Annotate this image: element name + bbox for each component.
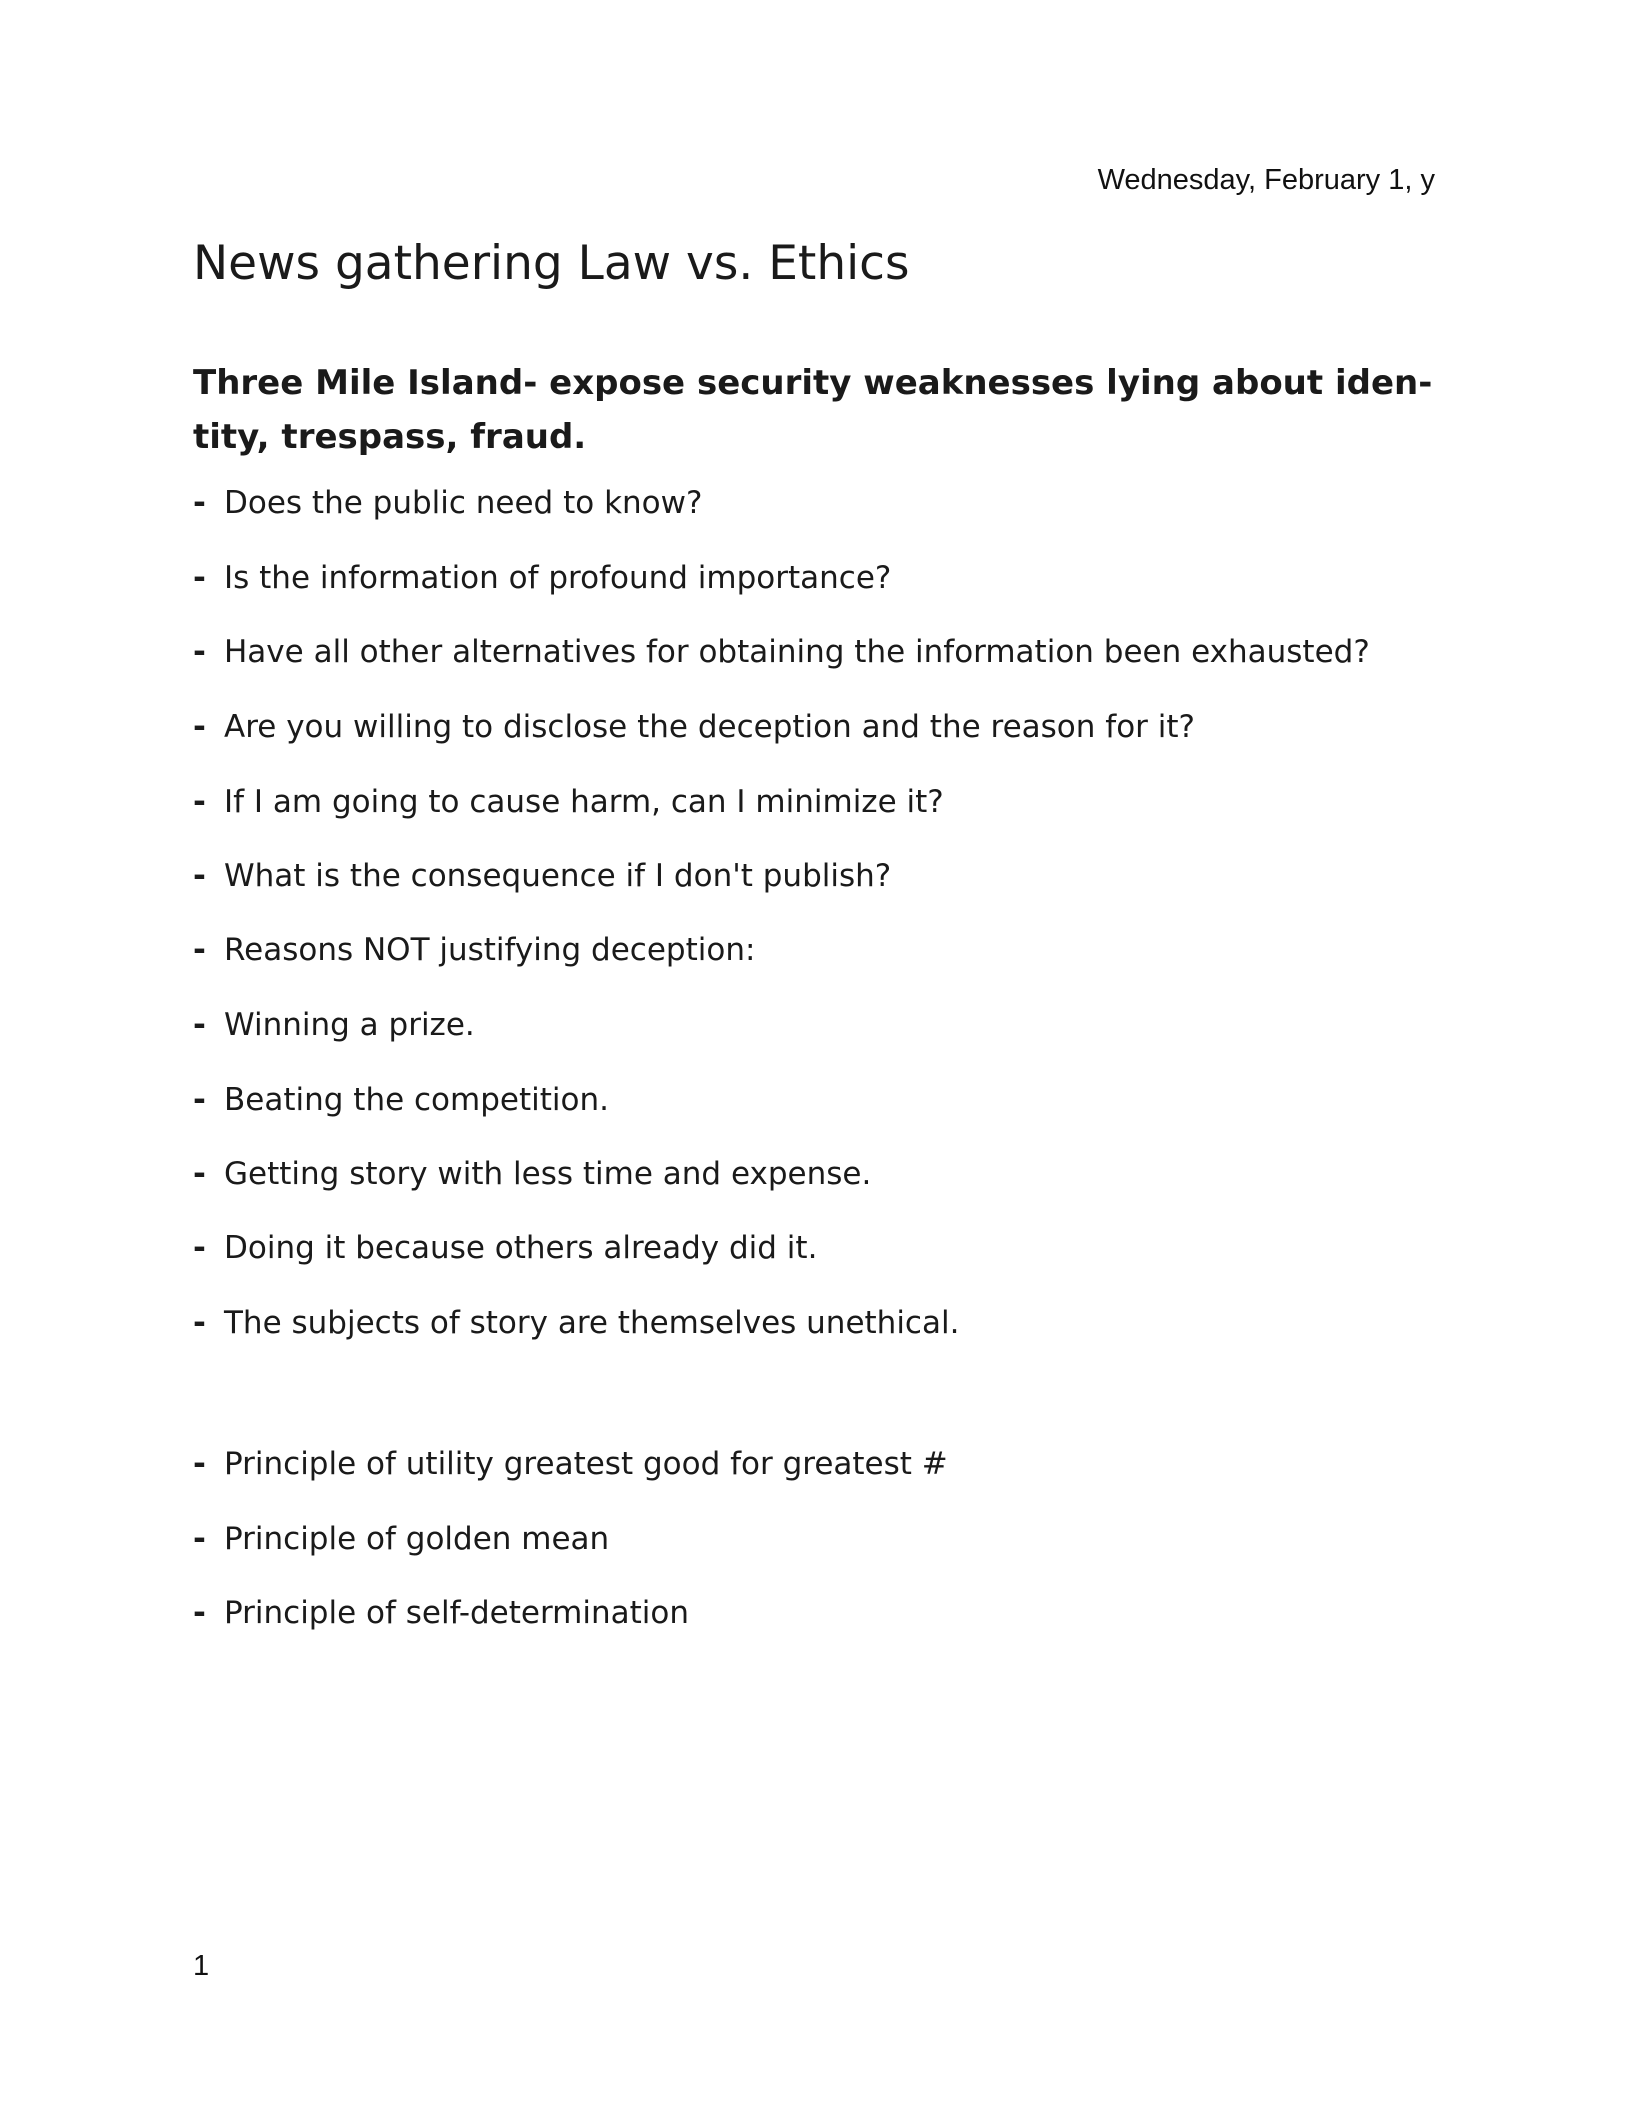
bullet-dash: - [193, 1521, 206, 1557]
section-heading: Three Mile Island- expose security weaknesses lying about iden- tity, trespass, fraud. [193, 363, 1433, 457]
list-item [193, 1154, 871, 1194]
list-item [193, 1228, 817, 1268]
list-item-text: Have all other alternatives for obtaining the information been exhausted? [224, 634, 1370, 670]
list-item [193, 1519, 609, 1559]
list-item-text: Getting story with less time and expense. [224, 1156, 872, 1192]
list-item [193, 632, 1370, 672]
page-number: 1 [193, 1950, 210, 1982]
bullet-dash: - [193, 1305, 206, 1341]
list-item-text: Are you willing to disclose the deception and the reason for it? [224, 709, 1195, 745]
header-date: Wednesday, February 1, y [1097, 164, 1435, 196]
list-item-text: The subjects of story are themselves unethical. [224, 1305, 960, 1341]
list-item [193, 558, 891, 598]
list-item [193, 707, 1195, 747]
bullet-dash: - [193, 485, 206, 521]
list-item [193, 1303, 959, 1343]
bullet-dash: - [193, 1595, 206, 1631]
list-item [193, 1080, 609, 1120]
list-item-text: Winning a prize. [224, 1007, 475, 1043]
bullet-dash: - [193, 784, 206, 820]
list-item [193, 1005, 475, 1045]
list-item-text: Principle of golden mean [224, 1521, 610, 1557]
bullet-dash: - [193, 1082, 206, 1118]
list-item [193, 1444, 948, 1484]
bullet-dash: - [193, 709, 206, 745]
list-item-text: Doing it because others already did it. [224, 1230, 818, 1266]
list-item [193, 483, 702, 523]
list-item-text: Does the public need to know? [224, 485, 703, 521]
bullet-dash: - [193, 932, 206, 968]
bullet-dash: - [193, 1230, 206, 1266]
list-item-text: Reasons NOT justifying deception: [224, 932, 756, 968]
bullet-dash: - [193, 1007, 206, 1043]
bullet-dash: - [193, 560, 206, 596]
list-item-text: What is the consequence if I don't publish? [224, 858, 892, 894]
bullet-dash: - [193, 1446, 206, 1482]
document-title: News gathering Law vs. Ethics [193, 236, 910, 291]
list-item [193, 782, 944, 822]
bullet-dash: - [193, 1156, 206, 1192]
list-item [193, 856, 891, 896]
list-item-text: Principle of self-determination [224, 1595, 690, 1631]
list-item [193, 930, 755, 970]
bullet-dash: - [193, 858, 206, 894]
list-item-text: Is the information of profound importance? [224, 560, 892, 596]
bullet-dash: - [193, 634, 206, 670]
list-item-text: Beating the competition. [224, 1082, 609, 1118]
list-item-text: If I am going to cause harm, can I minimize it? [224, 784, 944, 820]
list-item [193, 1593, 689, 1633]
list-item-text: Principle of utility greatest good for greatest # [224, 1446, 948, 1482]
